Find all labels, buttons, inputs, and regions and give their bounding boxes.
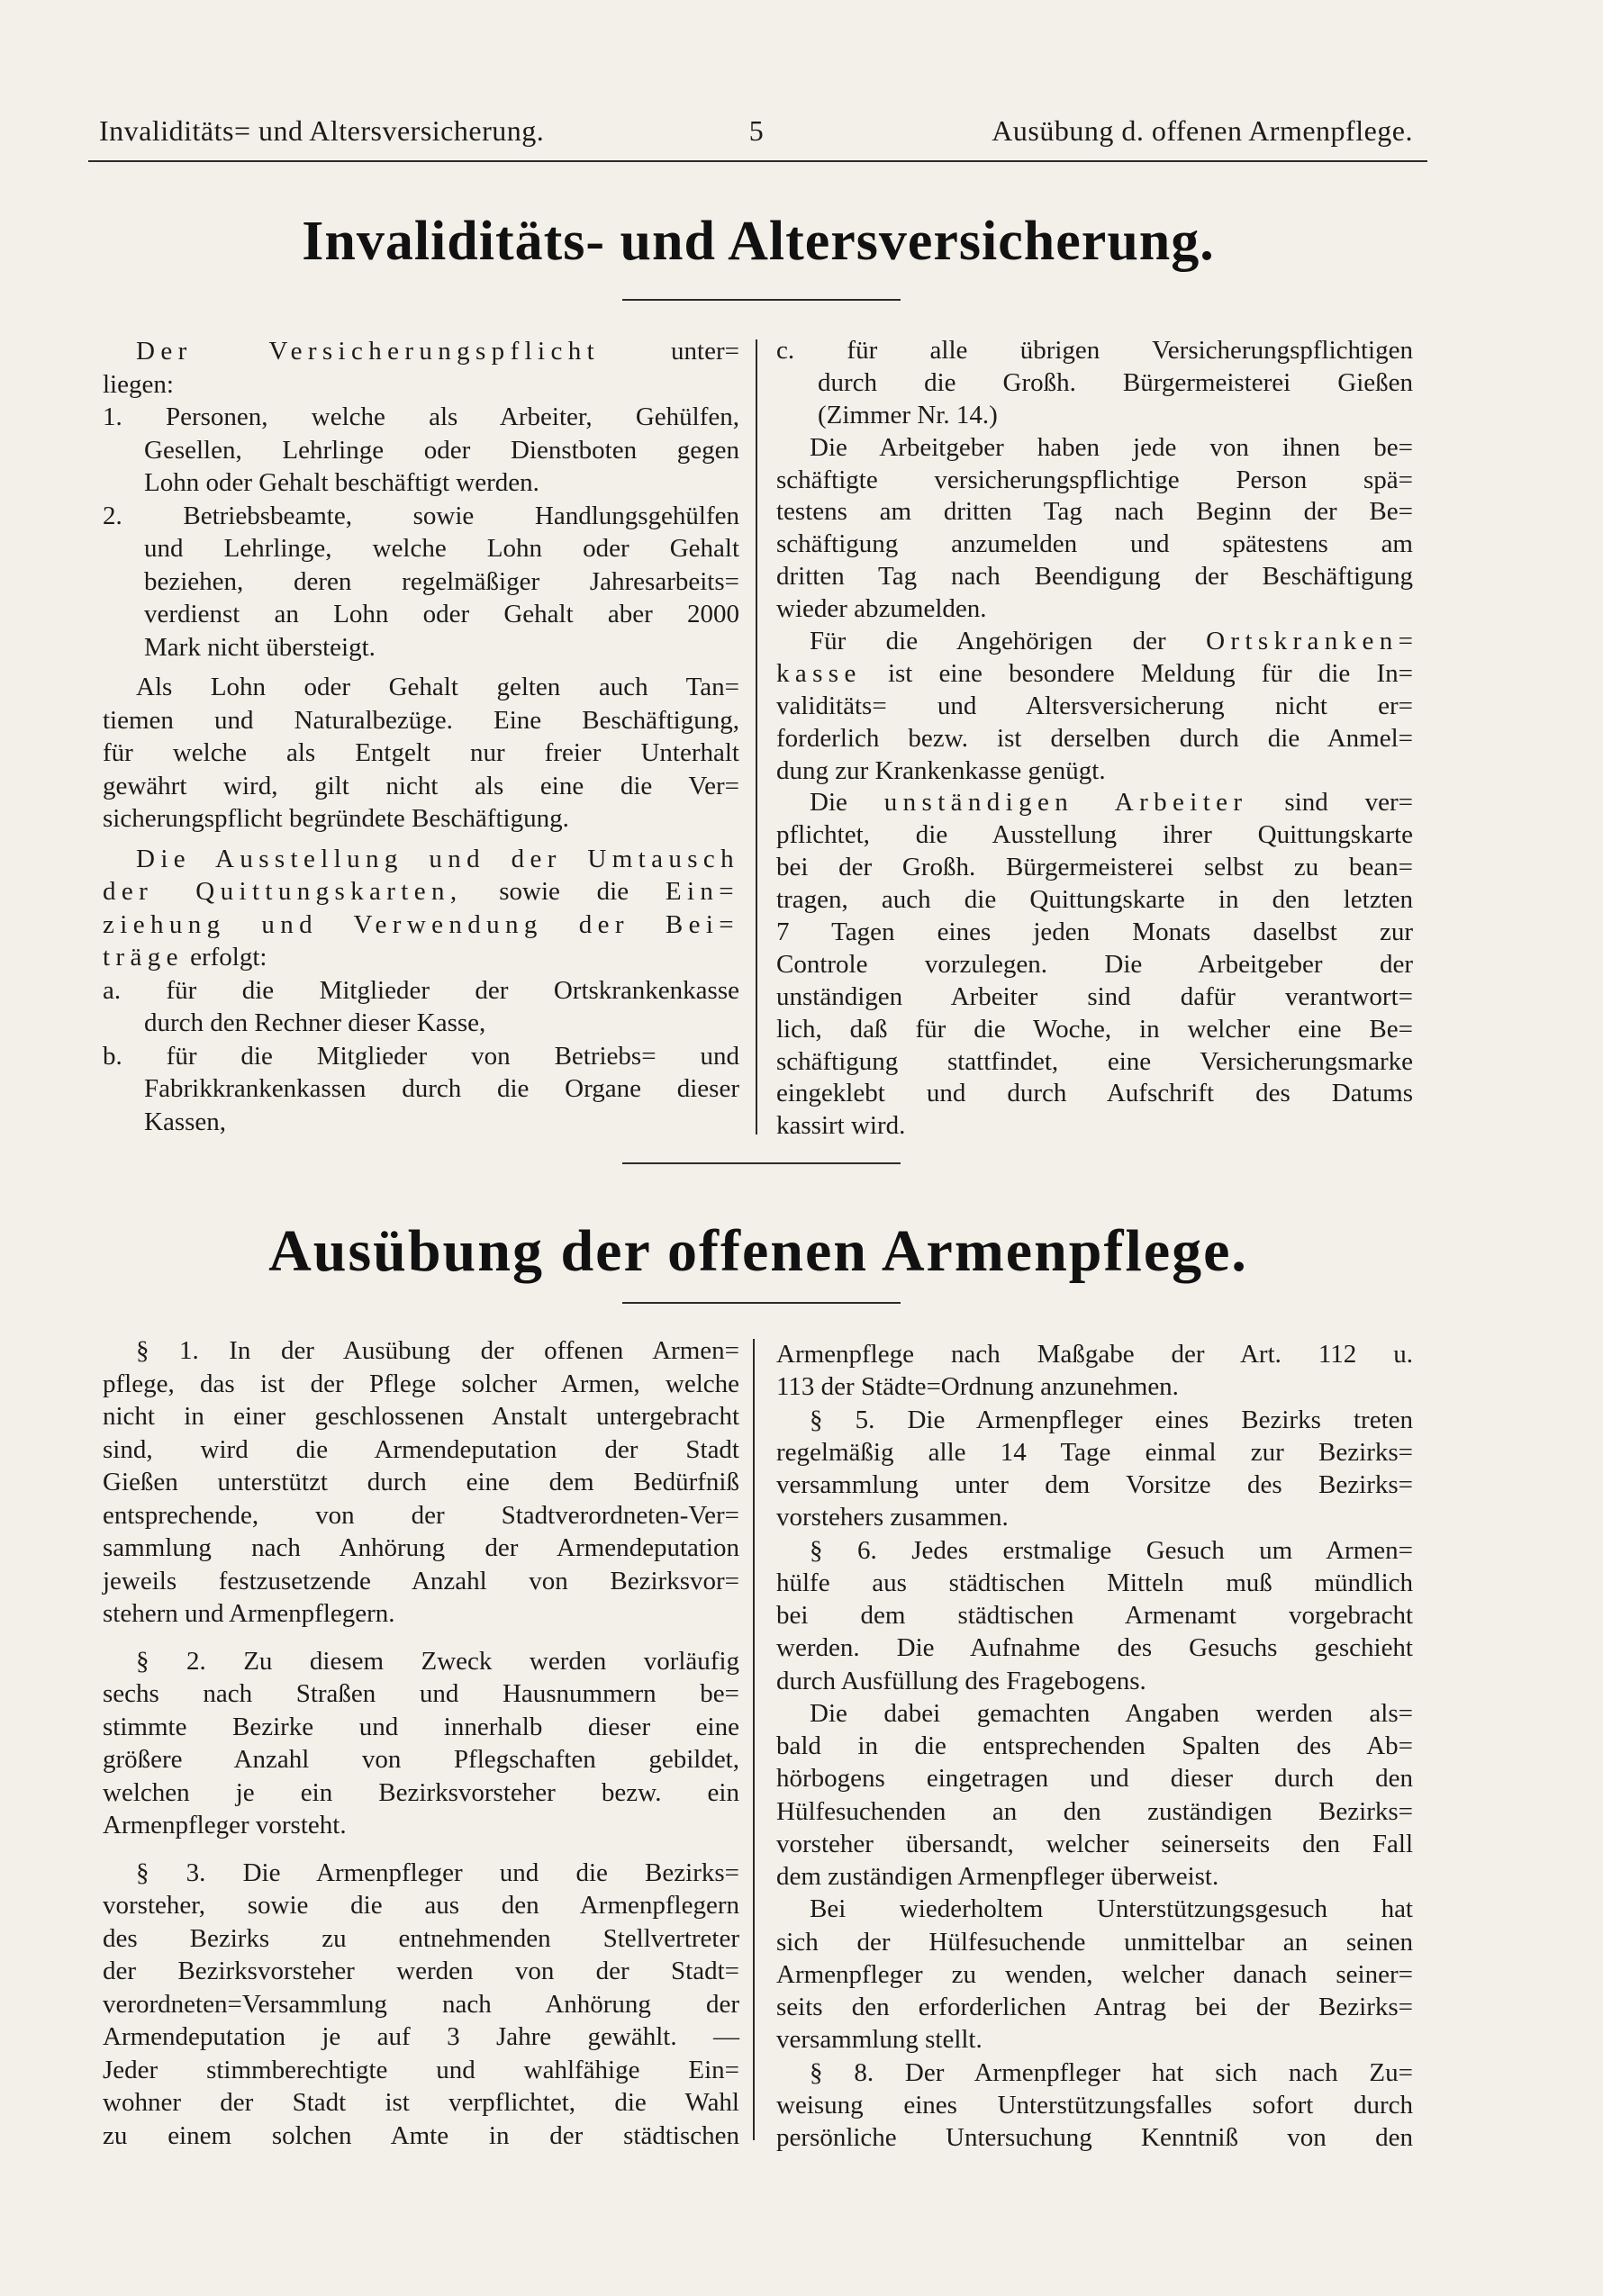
text-line: Hülfesuchenden an den zuständigen Bezirks=: [776, 1796, 1413, 1826]
emphasized-text: Der Versicherungspflicht: [136, 337, 601, 366]
text-line: validitäts= und Altersversicherung nicht er=: [776, 691, 1413, 720]
text-line: sicherungspflicht begründete Beschäftigung.: [103, 804, 569, 833]
text-line: eingeklebt und durch Aufschrift des Datums: [776, 1079, 1413, 1108]
text-line: [103, 875, 739, 908]
text-line: pflege, das ist der Pflege solcher Armen, welche: [103, 1369, 739, 1398]
text-line: vorstehers zusammen.: [776, 1503, 1009, 1532]
text-line: entsprechende, von der Stadtverordneten-Ver=: [103, 1500, 739, 1530]
paragraph: [776, 626, 1413, 787]
text-column-right: [776, 1338, 1413, 2154]
text-line: Controle vorzulegen. Die Arbeitgeber der: [776, 949, 1413, 979]
text-line: sammlung nach Anhörung der Armendeputation: [103, 1533, 739, 1562]
text-line: Bei wiederholtem Unterstützungsgesuch hat: [810, 1894, 1413, 1924]
paragraph: [103, 843, 739, 974]
text-line: bei dem städtischen Armenamt vorgebracht: [776, 1601, 1413, 1630]
text-segment: erfolgt:: [183, 943, 267, 972]
title-rule: [622, 299, 901, 301]
list-item: [103, 500, 739, 664]
text-line: forderlich bezw. ist derselben durch die Anmel=: [776, 723, 1413, 753]
text-segment: Die: [810, 788, 884, 818]
text-line: schäftigung stattfindet, eine Versicherungsmarke: [776, 1046, 1413, 1076]
text-line: Gießen unterstützt durch eine dem Bedürfniß: [103, 1468, 739, 1496]
text-column-left: [103, 335, 739, 1138]
text-line: § 3. Die Armenpfleger und die Bezirks=: [136, 1858, 739, 1887]
text-line: 113 der Städte=Ordnung anzunehmen.: [776, 1372, 1179, 1402]
text-line: Als Lohn oder Gehalt gelten auch Tan=: [136, 673, 739, 701]
emphasized-text: Ortskranken: [1206, 627, 1399, 656]
text-line: vorsteher, sowie die aus den Armenpflegern: [103, 1891, 739, 1920]
paragraph: [776, 1893, 1413, 2056]
running-header-left: Invaliditäts= und Altersversicherung.: [99, 114, 545, 147]
text-line: hörbogens eingetragen und dieser durch den: [776, 1764, 1413, 1794]
emphasized-text: Ein=: [665, 877, 739, 906]
text-line: beziehen, deren regelmäßiger Jahresarbeits=: [144, 566, 739, 596]
text-line: Kassen,: [144, 1107, 227, 1136]
text-column-right: [776, 335, 1413, 1143]
text-line: durch Ausfüllung des Fragebogens.: [776, 1666, 1146, 1695]
title-rule: [622, 1162, 901, 1164]
list-item: [776, 335, 1413, 432]
text-line: [103, 335, 739, 368]
text-line: Die Arbeitgeber haben jede von ihnen be=: [810, 432, 1413, 462]
paragraph: [103, 1645, 739, 1842]
text-line: (Zimmer Nr. 14.): [818, 400, 998, 429]
paragraph: [776, 432, 1413, 626]
text-line: Die dabei gemachten Angaben werden als=: [810, 1698, 1413, 1728]
text-line: vorsteher übersandt, welcher seinerseits den Fall: [776, 1829, 1413, 1858]
text-line: [776, 787, 1413, 819]
text-line: des Bezirks zu entnehmenden Stellvertreter: [103, 1923, 739, 1953]
text-column-left: [103, 1334, 739, 2152]
section-title: Invaliditäts- und Altersversicherung.: [302, 211, 1215, 272]
text-line: jeweils festzusetzende Anzahl von Bezirksvor=: [103, 1566, 739, 1595]
text-line: verordneten=Versammlung nach Anhörung der: [103, 1989, 739, 2019]
paragraph: [776, 2056, 1413, 2155]
text-line: pflichtet, die Ausstellung ihrer Quittungskarte: [776, 820, 1413, 850]
text-line: Armenpflege nach Maßgabe der Art. 112 u.: [776, 1340, 1413, 1369]
text-line: bei der Großh. Bürgermeisterei selbst zu bean=: [776, 853, 1413, 882]
text-line: Fabrikkrankenkassen durch die Organe dieser: [144, 1074, 739, 1103]
text-line: weisung eines Unterstützungsfalles sofort durch: [776, 2090, 1413, 2120]
list-item: [103, 401, 739, 500]
text-line: tragen, auch die Quittungskarte in den letzten: [776, 885, 1413, 915]
paragraph: [103, 335, 739, 401]
text-line: dem zuständigen Armenpfleger überweist.: [776, 1862, 1219, 1891]
text-line: ziehung und Verwendung der Bei=: [103, 909, 739, 939]
text-segment: ist eine besondere Meldung für die In=: [861, 658, 1413, 688]
text-segment: sowie die: [462, 877, 666, 906]
text-line: b. für die Mitglieder von Betriebs= und: [103, 1041, 739, 1071]
text-line: Die Ausstellung und der Umtausch: [136, 844, 739, 873]
paragraph: [776, 1697, 1413, 1894]
text-line: 2. Betriebsbeamte, sowie Handlungsgehülfen: [103, 501, 739, 530]
text-line: versammlung unter dem Vorsitze des Bezirks=: [776, 1470, 1413, 1499]
text-line: wieder abzumelden.: [776, 594, 987, 624]
text-line: hülfe aus städtischen Mitteln muß mündlich: [776, 1568, 1413, 1597]
emphasized-text: träge: [103, 943, 184, 972]
text-line: § 8. Der Armenpfleger hat sich nach Zu=: [810, 2057, 1413, 2087]
text-line: regelmäßig alle 14 Tage einmal zur Bezirks=: [776, 1437, 1413, 1467]
text-line: Mark nicht übersteigt.: [144, 632, 376, 662]
paragraph: [776, 787, 1413, 1143]
text-line: Jeder stimmberechtigte und wahlfähige Ein=: [103, 2055, 739, 2084]
paragraph: [776, 1338, 1413, 1404]
paragraph: [103, 671, 739, 836]
list-item: [103, 974, 739, 1040]
text-line: wohner der Stadt ist verpflichtet, die Wahl: [103, 2088, 739, 2117]
emphasized-text: unständigen Arbeiter: [883, 788, 1248, 818]
paragraph: [103, 1857, 739, 2153]
text-line: durch den Rechner dieser Kasse,: [144, 1008, 486, 1037]
text-line: tiemen und Naturalbezüge. Eine Beschäftigung,: [103, 705, 739, 735]
paragraph: [103, 1334, 739, 1631]
title-rule: [622, 1302, 901, 1304]
text-line: dritten Tag nach Beendigung der Beschäftigung: [776, 562, 1413, 592]
text-line: Armenpfleger zu wenden, welcher danach seiner=: [776, 1959, 1413, 1989]
text-line: § 5. Die Armenpfleger eines Bezirks treten: [810, 1405, 1413, 1434]
paragraph: [776, 1404, 1413, 1534]
text-line: Armendeputation je auf 3 Jahre gewählt. —: [103, 2022, 739, 2051]
text-line: stimmte Bezirke und innerhalb dieser eine: [103, 1712, 739, 1741]
text-line: sich der Hülfesuchende unmittelbar an seinen: [776, 1927, 1413, 1957]
text-line: § 6. Jedes erstmalige Gesuch um Armen=: [810, 1535, 1413, 1565]
text-line: größere Anzahl von Pflegschaften gebildet,: [103, 1745, 739, 1774]
text-line: schäftigte versicherungspflichtige Person spä=: [776, 465, 1413, 494]
text-line: liegen:: [103, 369, 174, 399]
column-divider: [756, 339, 757, 1134]
list-item: [103, 1040, 739, 1139]
emphasized-text: kasse: [776, 658, 862, 688]
text-line: 1. Personen, welche als Arbeiter, Gehülfen,: [103, 402, 739, 431]
text-line: Gesellen, Lehrlinge oder Dienstboten gegen: [144, 435, 739, 465]
text-line: gewährt wird, gilt nicht als eine die Ver=: [103, 771, 739, 800]
text-line: welchen je ein Bezirksvorsteher bezw. ein: [103, 1777, 739, 1807]
text-line: 7 Tagen eines jeden Monats daselbst zur: [776, 917, 1413, 947]
text-line: lich, daß für die Woche, in welcher eine Be=: [776, 1014, 1413, 1044]
text-line: stehern und Armenpflegern.: [103, 1599, 395, 1628]
text-line: testens am dritten Tag nach Beginn der Be=: [776, 497, 1413, 527]
text-line: [776, 626, 1413, 658]
text-line: dung zur Krankenkasse genügt.: [776, 755, 1106, 785]
text-line: durch die Großh. Bürgermeisterei Gießen: [818, 367, 1413, 397]
text-line: sind, wird die Armendeputation der Stadt: [103, 1434, 739, 1464]
text-line: kassirt wird.: [776, 1111, 906, 1141]
text-line: [776, 658, 1413, 691]
text-line: § 2. Zu diesem Zweck werden vorläufig: [136, 1646, 739, 1676]
text-line: zu einem solchen Amte in der städtischen: [103, 2120, 739, 2150]
text-line: § 1. In der Ausübung der offenen Armen=: [136, 1336, 739, 1365]
text-segment: unter=: [600, 337, 739, 366]
text-segment: =: [1398, 627, 1413, 656]
section-title: Ausübung der offenen Armenpflege.: [268, 1218, 1248, 1284]
text-line: nicht in einer geschlossenen Anstalt untergebracht: [103, 1402, 739, 1431]
text-segment: sind ver=: [1247, 788, 1413, 818]
text-segment: Für die Angehörigen der: [810, 627, 1207, 656]
text-line: Lohn oder Gehalt beschäftigt werden.: [144, 468, 539, 497]
text-line: für welche als Entgelt nur freier Unterhalt: [103, 738, 739, 767]
running-header-right: Ausübung d. offenen Armenpflege.: [992, 114, 1413, 147]
text-line: Armenpfleger vorsteht.: [103, 1811, 347, 1840]
text-line: c. für alle übrigen Versicherungspflichtigen: [776, 336, 1413, 365]
text-line: unständigen Arbeiter sind dafür verantwort=: [776, 981, 1413, 1011]
text-line: seits den erforderlichen Antrag bei der Bezirks=: [776, 1993, 1413, 2021]
text-line: werden. Die Aufnahme des Gesuchs geschieht: [776, 1633, 1413, 1663]
text-line: schäftigung anzumelden und spätestens am: [776, 529, 1413, 559]
text-line: sechs nach Straßen und Hausnummern be=: [103, 1679, 739, 1708]
text-line: verdienst an Lohn oder Gehalt aber 2000: [144, 600, 739, 628]
text-line: persönliche Untersuchung Kenntniß von den: [776, 2123, 1413, 2152]
text-line: versammlung stellt.: [776, 2025, 983, 2055]
text-line: [103, 941, 739, 974]
page-number: 5: [748, 114, 765, 147]
paragraph: [776, 1534, 1413, 1697]
text-line: und Lehrlinge, welche Lohn oder Gehalt: [144, 534, 739, 563]
text-line: der Bezirksvorsteher werden von der Stadt=: [103, 1957, 739, 1985]
header-rule: [88, 160, 1427, 162]
emphasized-text: der Quittungskarten,: [103, 877, 463, 906]
text-line: a. für die Mitglieder der Ortskrankenkasse: [103, 975, 739, 1005]
column-divider: [753, 1339, 755, 2140]
text-line: bald in die entsprechenden Spalten des Ab=: [776, 1731, 1413, 1760]
